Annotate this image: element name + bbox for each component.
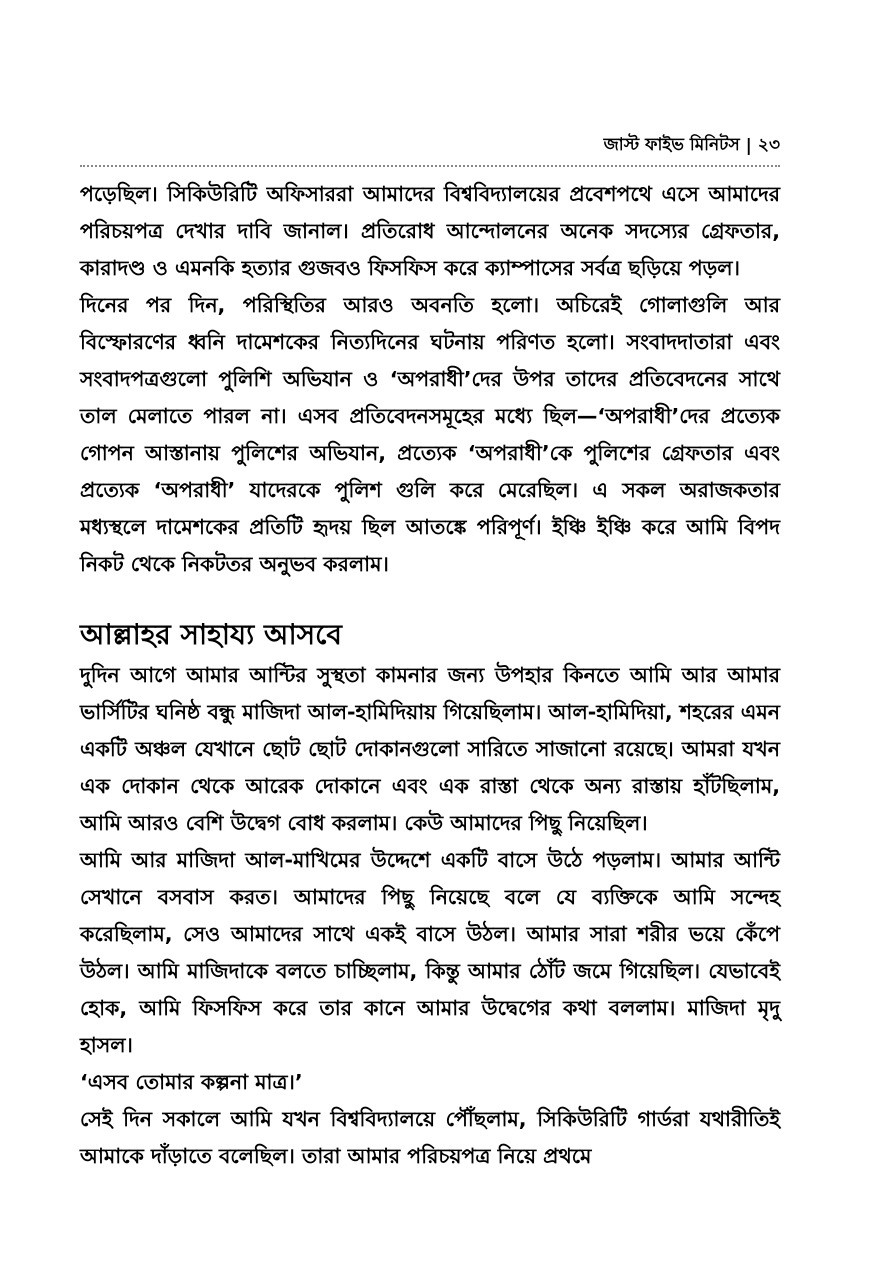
header-dotted-rule	[80, 165, 780, 167]
paragraph: দিনের পর দিন, পরিস্থিতির আরও অবনতি হলো। অচিরেই গোলাগুলি আর বিস্ফোরণের ধ্বনি দামেশকের নিত্যদিনের ঘটনায় পরিণত হলো। সংবাদদাতারা এবং সংবাদপত্রগুলো পুলিশি অভিযান ও ‘অপরাধী’দের উপর তাদের প্রতিবেদনের সাথে তাল মেলাতে পারল না। এসব প্রতিবেদনসমূহের মধ্যে ছিল—‘অপরাধী’দের প্রত্যেক গোপন আস্তানায় পুলিশের অভিযান, প্রত্যেক ‘অপরাধী’কে পুলিশের গ্রেফতার এবং প্রত্যেক ‘অপরাধী’ যাদেরকে পুলিশ গুলি করে মেরেছিল। এ সকল অরাজকতার মধ্যস্থলে দামেশকের প্রতিটি হৃদয় ছিল আতঙ্কে পরিপূর্ণ। ইঞ্চি ইঞ্চি করে আমি বিপদ নিকট থেকে নিকটতর অনুভব করলাম।	[80, 293, 780, 576]
paragraph: আমি আর মাজিদা আল-মাখিমের উদ্দেশে একটি বাসে উঠে পড়লাম। আমার আন্টি সেখানে বসবাস করত। আমাদের পিছু নিয়েছে বলে যে ব্যক্তিকে আমি সন্দেহ করেছিলাম, সেও আমাদের সাথে একই বাসে উঠল। আমার সারা শরীর ভয়ে কেঁপে উঠল। আমি মাজিদাকে বলতে চাচ্ছিলাম, কিন্তু আমার ঠোঁট জমে গিয়েছিল। যেভাবেই হোক, আমি ফিসফিস করে তার কানে আমার উদ্বেগের কথা বললাম। মাজিদা মৃদু হাসল।	[80, 848, 780, 1057]
paragraph: পড়েছিল। সিকিউরিটি অফিসাররা আমাদের বিশ্ববিদ্যালয়ের প্রবেশপথে এসে আমাদের পরিচয়পত্র দেখার দাবি জানাল। প্রতিরোধ আন্দোলনের অনেক সদস্যের গ্রেফতার, কারাদণ্ড ও এমনকি হত্যার গুজবও ফিসফিস করে ক্যাম্পাসের সর্বত্র ছড়িয়ে পড়ল।	[80, 182, 780, 280]
body-text	[80, 176, 780, 1175]
paragraph: দুদিন আগে আমার আন্টির সুস্থতা কামনার জন্য উপহার কিনতে আমি আর আমার ভার্সিটির ঘনিষ্ঠ বন্ধু মাজিদা আল-হামিদিয়ায় গিয়েছিলাম। আল-হামিদিয়া, শহরের এমন একটি অঞ্চল যেখানে ছোট ছোট দোকানগুলো সারিতে সাজানো রয়েছে। আমরা যখন এক দোকান থেকে আরেক দোকানে এবং এক রাস্তা থেকে অন্য রাস্তায় হাঁটছিলাম, আমি আরও বেশি উদ্বেগ বোধ করলাম। কেউ আমাদের পিছু নিয়েছিল।	[80, 663, 780, 835]
section-heading: আল্লাহর সাহায্য আসবে	[80, 618, 342, 651]
book-title: জাস্ট ফাইভ মিনিটস	[603, 135, 740, 155]
paragraph: সেই দিন সকালে আমি যখন বিশ্ববিদ্যালয়ে পৌঁছলাম, সিকিউরিটি গার্ডরা যথারীতিই আমাকে দাঁড়াতে বলেছিল। তারা আমার পরিচয়পত্র নিয়ে প্রথমে	[80, 1107, 780, 1168]
dialogue-line: ‘এসব তোমার কল্পনা মাত্র।’	[80, 1070, 303, 1094]
running-header	[604, 132, 780, 160]
page-number: ২৩	[757, 135, 780, 155]
header-separator: |	[745, 136, 752, 156]
